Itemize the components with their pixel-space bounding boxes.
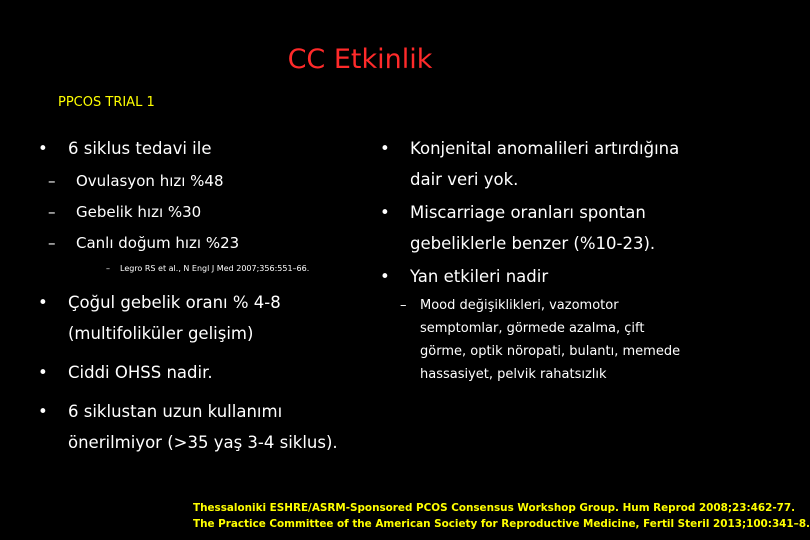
reference-eshre: Thessaloniki ESHRE/ASRM-Sponsored PCOS Consensus Workshop Group. Hum Reprod 2008;23:462-77. xyxy=(193,502,796,514)
dash-marker: – xyxy=(48,203,56,221)
bullet-text: Ciddi OHSS nadir. xyxy=(68,363,213,382)
bullet-marker: • xyxy=(38,363,48,382)
right-bullet-1 xyxy=(380,133,720,195)
bullet-text-continued: önerilmiyor (>35 yaş 3-4 siklus). xyxy=(68,433,338,452)
left-bullet-list xyxy=(38,133,368,458)
sub-item-live-birth xyxy=(38,228,368,259)
bullet-text: 6 siklus tedavi ile xyxy=(68,139,212,158)
bullet-text: Yan etkileri nadir xyxy=(410,267,549,286)
side-effects-line: hassasiyet, pelvik rahatsızlık xyxy=(420,367,607,382)
citation-legro xyxy=(38,259,368,279)
side-effects-line: Mood değişiklikleri, vazomotor xyxy=(420,298,619,313)
bullet-text-continued: dair veri yok. xyxy=(410,170,519,189)
sub-item-text: Ovulasyon hızı %48 xyxy=(76,172,224,190)
reference-asrm: The Practice Committee of the American Society for Reproductive Medicine, Fertil Steril 2013;100:341–8. xyxy=(193,518,810,530)
side-effects-line: görme, optik nöropati, bulantı, memede xyxy=(420,344,681,359)
bullet-text: Miscarriage oranları spontan xyxy=(410,203,646,222)
side-effects-line: semptomlar, görmede azalma, çift xyxy=(420,321,645,336)
references xyxy=(193,500,810,532)
left-bullet-2 xyxy=(38,287,368,349)
bullet-text-continued: gebeliklerle benzer (%10-23). xyxy=(410,234,656,253)
dash-marker: – xyxy=(48,172,56,190)
bullet-marker: • xyxy=(38,139,48,158)
bullet-marker: • xyxy=(380,267,390,286)
bullet-text: Çoğul gebelik oranı % 4-8 xyxy=(68,293,281,312)
bullet-marker: • xyxy=(380,139,390,158)
bullet-marker: • xyxy=(38,402,48,421)
slide-title: CC Etkinlik xyxy=(287,44,433,75)
right-bullet-list xyxy=(380,133,720,386)
bullet-text: 6 siklustan uzun kullanımı xyxy=(68,402,283,421)
side-effects-sub-item xyxy=(380,294,720,386)
bullet-marker: • xyxy=(38,293,48,312)
dash-marker: – xyxy=(106,264,110,273)
bullet-text: Konjenital anomalileri artırdığına xyxy=(410,139,680,158)
bullet-marker: • xyxy=(380,203,390,222)
citation-text: Legro RS et al., N Engl J Med 2007;356:551–66. xyxy=(120,264,310,273)
right-bullet-3 xyxy=(380,261,720,292)
dash-marker: – xyxy=(48,234,56,252)
left-bullet-4 xyxy=(38,396,368,458)
sub-item-ovulation xyxy=(38,166,368,197)
sub-item-text: Gebelik hızı %30 xyxy=(76,203,202,221)
sub-item-text: Canlı doğum hızı %23 xyxy=(76,234,240,252)
dash-marker: – xyxy=(400,298,407,313)
bullet-text-continued: (multifoliküler gelişim) xyxy=(68,324,254,343)
sub-item-pregnancy xyxy=(38,197,368,228)
left-bullet-3 xyxy=(38,357,368,388)
slide-subtitle: PPCOS TRIAL 1 xyxy=(58,95,155,110)
left-bullet-1 xyxy=(38,133,368,164)
right-bullet-2 xyxy=(380,197,720,259)
